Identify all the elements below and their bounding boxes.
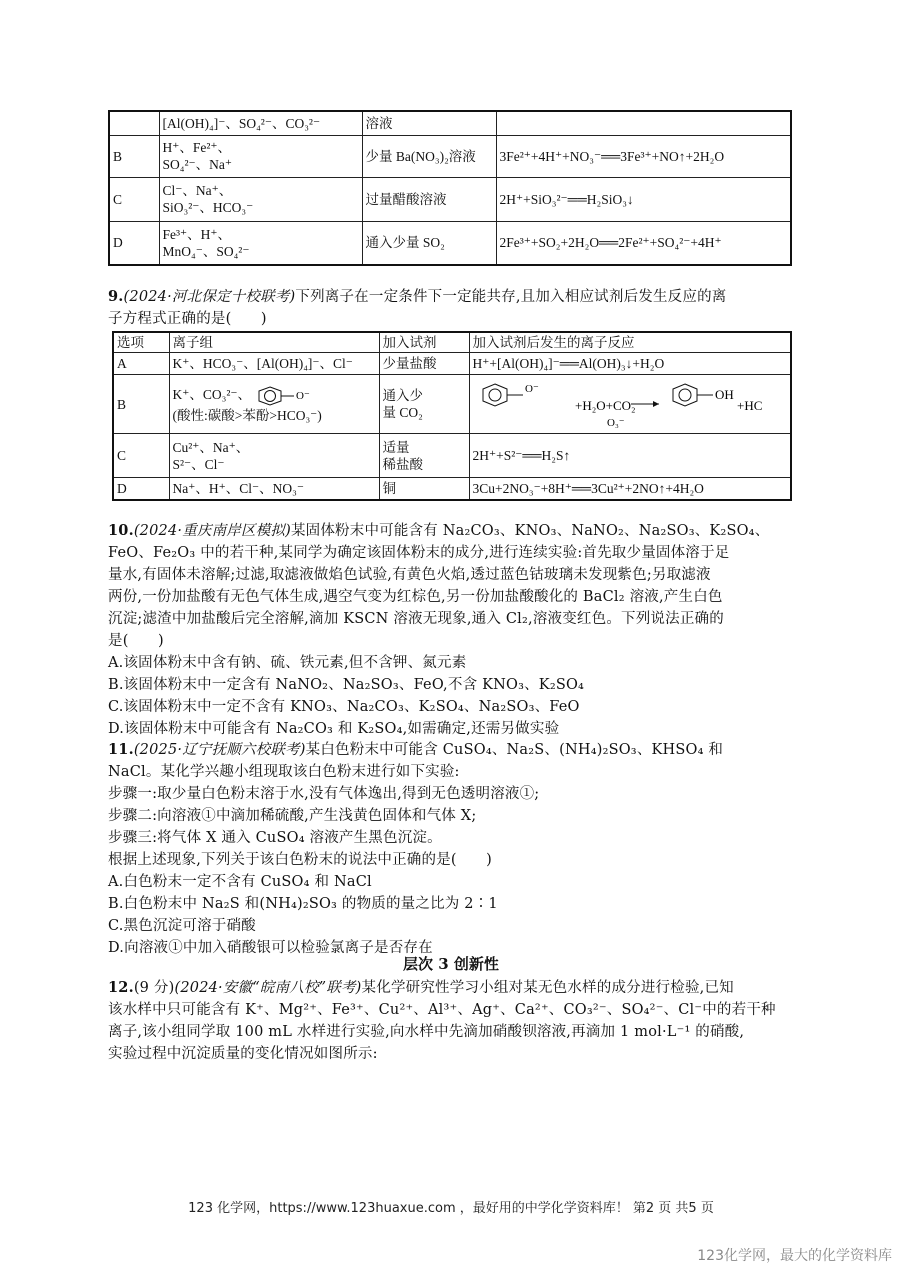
question-number: 10. xyxy=(108,522,134,539)
answer-option: B.该固体粉末中一定含有 NaNO₂、Na₂SO₃、FeO,不含 KNO₃、K₂SO₄ xyxy=(108,677,585,693)
reagent-cell: 少量 Ba(NO₃)₂溶液 xyxy=(362,135,496,177)
reaction-cell: 3Cu+2NO₃⁻+8H⁺══3Cu²⁺+2NO↑+4H₂O xyxy=(469,478,791,500)
question-stem-line: 实验过程中沉淀质量的变化情况如图所示: xyxy=(108,1046,378,1062)
question-stem-line: 某化学研究性学习小组对某无色水样的成分进行检验,已知 xyxy=(361,980,734,996)
question-stem-line: 量水,有固体未溶解;过滤,取滤液做焰色试验,有黄色火焰,透过蓝色钴玻璃未发现紫色;另取滤液 xyxy=(108,567,711,583)
option-cell: C xyxy=(113,434,169,478)
svg-text:+H₂O+CO₂: +H₂O+CO₂ xyxy=(574,398,636,413)
question-source: (2024·河北保定十校联考) xyxy=(123,289,296,305)
page-footer: 123 化学网，https://www.123huaxue.com ，最好用的中学化学资料库！ 第2 页 共5 页 xyxy=(188,1201,714,1216)
phenol-reaction-diagram xyxy=(473,376,773,428)
reagent-cell: 少量盐酸 xyxy=(379,353,469,375)
table-row xyxy=(109,221,791,265)
ions-cell: Cl⁻、Na⁺、 SiO₃²⁻、HCO₃⁻ xyxy=(159,177,362,221)
answer-option: D.该固体粉末中可能含有 Na₂CO₃ 和 K₂SO₄,如需确定,还需另做实验 xyxy=(108,721,560,737)
reagent-cell: 过量醋酸溶液 xyxy=(362,177,496,221)
svg-text:OH: OH xyxy=(714,387,734,402)
table-row xyxy=(109,111,791,135)
header-cell: 加入试剂后发生的离子反应 xyxy=(469,332,791,353)
reaction-cell: 2H⁺+S²⁻══H₂S↑ xyxy=(469,434,791,478)
option-cell xyxy=(109,111,159,135)
watermark: 123化学网，最大的化学资料库 xyxy=(697,1248,892,1264)
header-cell: 选项 xyxy=(113,332,169,353)
question-stem: 下列离子在一定条件下一定能共存,且加入相应试剂后发生反应的离 xyxy=(295,289,727,305)
reaction-cell xyxy=(496,111,791,135)
question-number: 11. xyxy=(108,741,134,758)
reagent-cell: 溶液 xyxy=(362,111,496,135)
table-row xyxy=(113,478,791,500)
reaction-cell: 2H⁺+SiO₃²⁻══H₂SiO₃↓ xyxy=(496,177,791,221)
table-continued xyxy=(108,110,792,266)
question-source: (2024·安徽“皖南八校”联考) xyxy=(174,980,362,996)
svg-text:+HC: +HC xyxy=(736,398,762,413)
question-stem-line: 两份,一份加盐酸有无色气体生成,遇空气变为红棕色,另一份加盐酸酸化的 BaCl₂ 溶液,产生白色 xyxy=(108,589,723,605)
question-10 xyxy=(108,520,796,740)
table-row xyxy=(113,375,791,434)
answer-option: D.向溶液①中加入硝酸银可以检验氯离子是否存在 xyxy=(108,940,433,956)
svg-text:O⁻: O⁻ xyxy=(524,383,539,395)
question-stem-line: 某固体粉末中可能含有 Na₂CO₃、KNO₃、NaNO₂、Na₂SO₃、K₂SO₄、 xyxy=(290,523,770,539)
svg-text:O₃⁻: O₃⁻ xyxy=(606,417,625,428)
option-cell: A xyxy=(113,353,169,375)
reagent-cell: 适量 稀盐酸 xyxy=(379,434,469,478)
reaction-cell: H⁺+[Al(OH)₄]⁻══Al(OH)₃↓+H₂O xyxy=(469,353,791,375)
reagent-cell: 通入少 量 CO₂ xyxy=(379,375,469,434)
svg-text:O⁻: O⁻ xyxy=(296,389,311,402)
question-number: 12. xyxy=(108,979,134,996)
question-stem-line: 步骤二:向溶液①中滴加稀硫酸,产生浅黄色固体和气体 X; xyxy=(108,808,477,824)
answer-option: B.白色粉末中 Na₂S 和(NH₄)₂SO₃ 的物质的量之比为 2∶1 xyxy=(108,896,498,912)
question-12 xyxy=(108,977,796,1065)
question-stem-line: 离子,该小组同学取 100 mL 水样进行实验,向水样中先滴加硝酸钡溶液,再滴加 1 mol·L⁻¹ 的硝酸, xyxy=(108,1024,745,1040)
table-header-row xyxy=(113,332,791,353)
ions-cell: Fe³⁺、H⁺、 MnO₄⁻、SO₄²⁻ xyxy=(159,221,362,265)
reagent-cell: 通入少量 SO₂ xyxy=(362,221,496,265)
option-cell: B xyxy=(109,135,159,177)
phenoxide-structure-icon xyxy=(254,385,324,407)
question-score: (9 分) xyxy=(133,980,175,996)
reaction-cell: 3Fe²⁺+4H⁺+NO₃⁻══3Fe³⁺+NO↑+2H₂O xyxy=(496,135,791,177)
ions-cell: H⁺、Fe²⁺、 SO₄²⁻、Na⁺ xyxy=(159,135,362,177)
question-stem-line: 根据上述现象,下列关于该白色粉末的说法中正确的是( ) xyxy=(108,852,493,868)
question-stem-line: 步骤三:将气体 X 通入 CuSO₄ 溶液产生黑色沉淀。 xyxy=(108,830,442,846)
reagent-cell: 铜 xyxy=(379,478,469,500)
question-source: (2024·重庆南岸区模拟) xyxy=(133,523,291,539)
header-cell: 离子组 xyxy=(169,332,379,353)
question-stem-line: 步骤一:取少量白色粉末溶于水,没有气体逸出,得到无色透明溶液①; xyxy=(108,786,540,802)
table-row xyxy=(109,135,791,177)
answer-option: A.白色粉末一定不含有 CuSO₄ 和 NaCl xyxy=(108,874,372,890)
question-9 xyxy=(108,286,796,330)
question-stem-line: 沉淀;滤渣中加盐酸后完全溶解,滴加 KSCN 溶液无现象,通入 Cl₂,溶液变红色。下列说法正确的 xyxy=(108,611,724,627)
question-number: 9. xyxy=(108,288,124,305)
question-11 xyxy=(108,739,796,959)
header-cell: 加入试剂 xyxy=(379,332,469,353)
answer-option: C.黑色沉淀可溶于硝酸 xyxy=(108,918,256,934)
reaction-cell xyxy=(469,375,791,434)
table-row xyxy=(109,177,791,221)
section-title: 层次 3 创新性 xyxy=(403,955,499,973)
answer-option: C.该固体粉末中一定不含有 KNO₃、Na₂CO₃、K₂SO₄、Na₂SO₃、FeO xyxy=(108,699,580,715)
ions-cell: K⁺、CO₃²⁻、 O⁻ (酸性:碳酸>苯酚>HCO₃⁻) xyxy=(169,375,379,434)
question-stem-line: 该水样中只可能含有 K⁺、Mg²⁺、Fe³⁺、Cu²⁺、Al³⁺、Ag⁺、Ca²⁺、CO₃²⁻、SO₄²⁻、Cl⁻中的若干种 xyxy=(108,1002,776,1018)
ions-cell: K⁺、HCO₃⁻、[Al(OH)₄]⁻、Cl⁻ xyxy=(169,353,379,375)
answer-option: A.该固体粉末中含有钠、硫、铁元素,但不含钾、氮元素 xyxy=(108,655,467,671)
ions-cell: [Al(OH)₄]⁻、SO₄²⁻、CO₃²⁻ xyxy=(159,111,362,135)
question-source: (2025·辽宁抚顺六校联考) xyxy=(133,742,306,758)
question-stem-line: NaCl。某化学兴趣小组现取该白色粉末进行如下实验: xyxy=(108,764,460,780)
question-stem-line: 某白色粉末中可能含 CuSO₄、Na₂S、(NH₄)₂SO₃、KHSO₄ 和 xyxy=(305,742,724,758)
ions-cell: Na⁺、H⁺、Cl⁻、NO₃⁻ xyxy=(169,478,379,500)
question-stem-line: 是( ) xyxy=(108,633,164,649)
table-row xyxy=(113,434,791,478)
table-row xyxy=(113,353,791,375)
question-stem-line: FeO、Fe₂O₃ 中的若干种,某同学为确定该固体粉末的成分,进行连续实验:首先取少量固体溶于足 xyxy=(108,545,730,561)
option-cell: B xyxy=(113,375,169,434)
option-cell: C xyxy=(109,177,159,221)
question-stem: 子方程式正确的是( ) xyxy=(108,311,267,327)
option-cell: D xyxy=(113,478,169,500)
ions-cell: Cu²⁺、Na⁺、 S²⁻、Cl⁻ xyxy=(169,434,379,478)
reaction-cell: 2Fe³⁺+SO₂+2H₂O══2Fe²⁺+SO₄²⁻+4H⁺ xyxy=(496,221,791,265)
question-9-table xyxy=(112,331,792,501)
option-cell: D xyxy=(109,221,159,265)
